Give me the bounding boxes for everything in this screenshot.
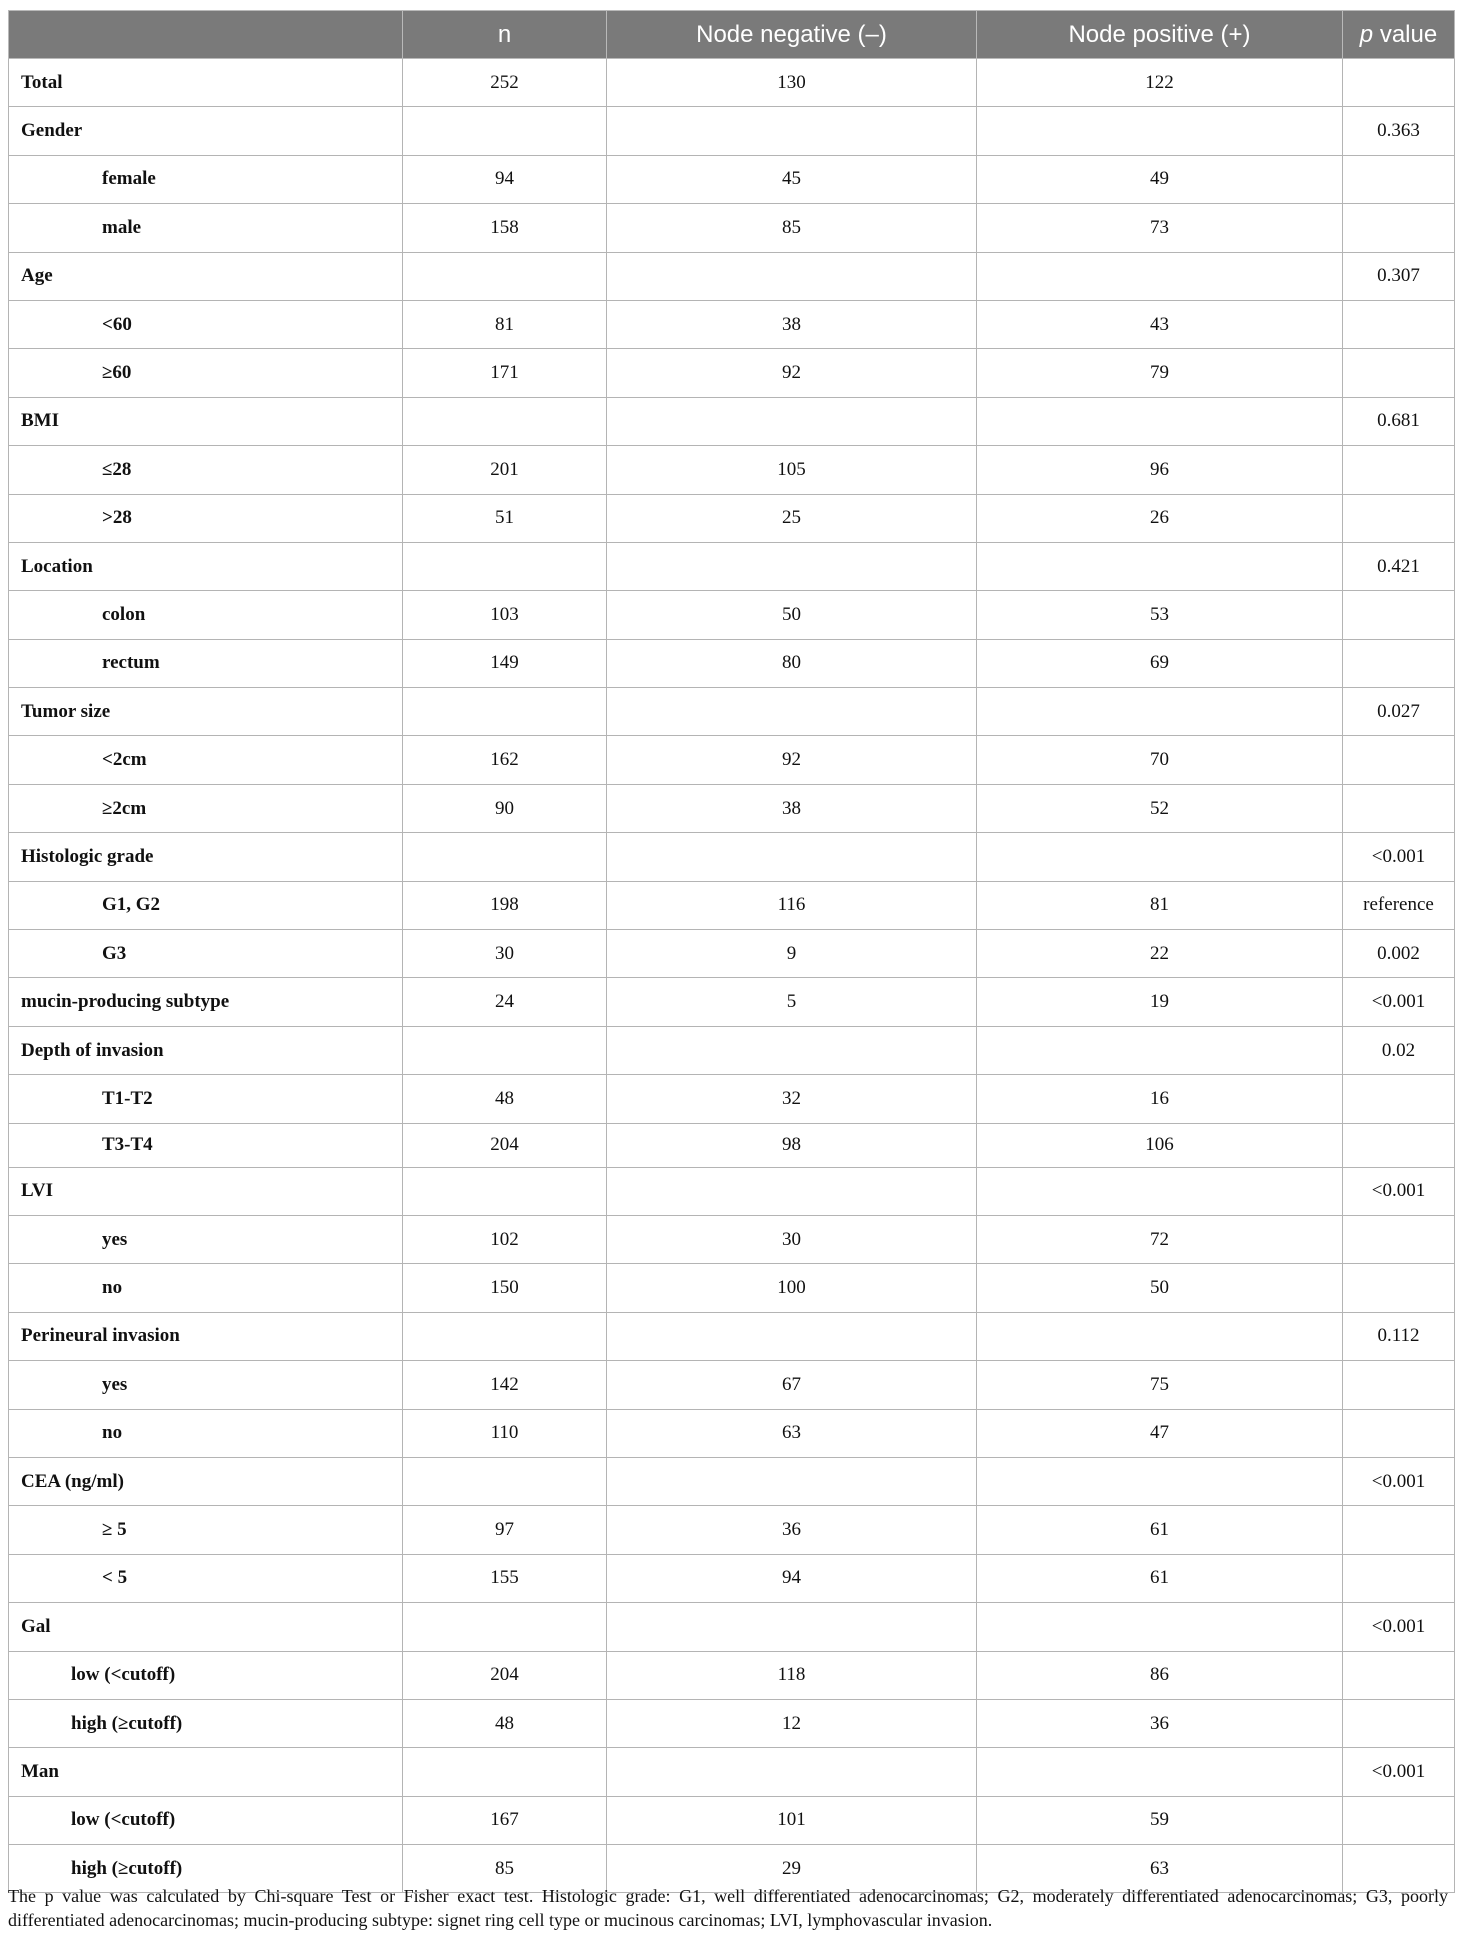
cell-node-positive: 63 — [977, 1845, 1343, 1893]
cell-p-value — [1343, 1651, 1455, 1699]
cell-label: BMI — [9, 397, 403, 445]
cell-label: <2cm — [9, 736, 403, 784]
cell-p-value: <0.001 — [1343, 1457, 1455, 1505]
cell-label: Age — [9, 252, 403, 300]
cell-node-positive: 73 — [977, 204, 1343, 252]
table-row — [9, 1026, 1455, 1074]
cell-p-value — [1343, 1409, 1455, 1457]
table-row — [9, 784, 1455, 832]
cell-node-positive — [977, 397, 1343, 445]
cell-label: high (≥cutoff) — [9, 1845, 403, 1893]
cell-p-value: <0.001 — [1343, 1748, 1455, 1796]
table-row — [9, 397, 1455, 445]
cell-p-value — [1343, 1075, 1455, 1123]
cell-node-negative: 85 — [607, 204, 977, 252]
cell-node-negative — [607, 1312, 977, 1360]
cell-node-negative — [607, 542, 977, 590]
table-row — [9, 1167, 1455, 1215]
cell-label: low (<cutoff) — [9, 1796, 403, 1844]
cell-node-negative: 80 — [607, 639, 977, 687]
cell-node-negative: 30 — [607, 1215, 977, 1263]
table-row — [9, 1312, 1455, 1360]
cell-n: 103 — [403, 591, 607, 639]
cell-n: 24 — [403, 978, 607, 1026]
table-row — [9, 107, 1455, 155]
cell-node-positive: 122 — [977, 59, 1343, 107]
cell-p-value — [1343, 349, 1455, 397]
cell-node-positive — [977, 542, 1343, 590]
table-row — [9, 1409, 1455, 1457]
cell-n: 204 — [403, 1651, 607, 1699]
cell-node-positive: 79 — [977, 349, 1343, 397]
cell-node-negative: 130 — [607, 59, 977, 107]
cell-node-positive: 50 — [977, 1264, 1343, 1312]
cell-label: rectum — [9, 639, 403, 687]
cell-label: <60 — [9, 300, 403, 348]
table-row — [9, 542, 1455, 590]
cell-node-positive: 52 — [977, 784, 1343, 832]
cell-node-positive — [977, 1748, 1343, 1796]
cell-n: 167 — [403, 1796, 607, 1844]
cell-label: LVI — [9, 1167, 403, 1215]
cell-label: T3-T4 — [9, 1123, 403, 1167]
cell-p-value: <0.001 — [1343, 1603, 1455, 1651]
cell-node-negative: 100 — [607, 1264, 977, 1312]
cell-p-value — [1343, 204, 1455, 252]
cell-node-positive — [977, 252, 1343, 300]
cell-label: Tumor size — [9, 688, 403, 736]
cell-p-value — [1343, 300, 1455, 348]
cell-label: Gal — [9, 1603, 403, 1651]
cell-n: 102 — [403, 1215, 607, 1263]
table-row — [9, 349, 1455, 397]
cell-node-negative: 92 — [607, 349, 977, 397]
cell-p-value: 0.307 — [1343, 252, 1455, 300]
cell-node-positive — [977, 1603, 1343, 1651]
table-row — [9, 1796, 1455, 1844]
cell-node-negative: 36 — [607, 1506, 977, 1554]
cell-node-negative: 45 — [607, 155, 977, 203]
data-table-container — [8, 10, 1454, 1893]
cell-label: Total — [9, 59, 403, 107]
cell-node-positive: 75 — [977, 1361, 1343, 1409]
cell-p-value — [1343, 155, 1455, 203]
table-row — [9, 1699, 1455, 1747]
cell-label: female — [9, 155, 403, 203]
table-row — [9, 252, 1455, 300]
cell-node-negative: 67 — [607, 1361, 977, 1409]
table-row — [9, 59, 1455, 107]
cell-n: 142 — [403, 1361, 607, 1409]
cell-n — [403, 542, 607, 590]
table-row — [9, 1748, 1455, 1796]
cell-p-value: 0.421 — [1343, 542, 1455, 590]
cell-node-negative: 98 — [607, 1123, 977, 1167]
table-row — [9, 736, 1455, 784]
cell-p-value — [1343, 494, 1455, 542]
cell-node-positive: 49 — [977, 155, 1343, 203]
table-row — [9, 688, 1455, 736]
cell-label: ≥2cm — [9, 784, 403, 832]
cell-p-value — [1343, 1215, 1455, 1263]
header-n: n — [403, 11, 607, 59]
cell-p-value — [1343, 591, 1455, 639]
cell-node-negative: 94 — [607, 1554, 977, 1602]
cell-label: mucin-producing subtype — [9, 978, 403, 1026]
cell-p-value — [1343, 1361, 1455, 1409]
cell-n: 90 — [403, 784, 607, 832]
table-row — [9, 639, 1455, 687]
header-node-positive: Node positive (+) — [977, 11, 1343, 59]
table-row — [9, 1506, 1455, 1554]
table-row — [9, 1264, 1455, 1312]
cell-n: 30 — [403, 930, 607, 978]
table-row — [9, 1215, 1455, 1263]
header-p-rest: value — [1379, 20, 1438, 48]
cell-label: ≥60 — [9, 349, 403, 397]
cell-node-positive: 86 — [977, 1651, 1343, 1699]
cell-label: high (≥cutoff) — [9, 1699, 403, 1747]
cell-n: 94 — [403, 155, 607, 203]
cell-node-negative: 29 — [607, 1845, 977, 1893]
cell-n — [403, 833, 607, 881]
cell-label: Histologic grade — [9, 833, 403, 881]
cell-label: < 5 — [9, 1554, 403, 1602]
cell-n: 162 — [403, 736, 607, 784]
table-row — [9, 204, 1455, 252]
cell-p-value — [1343, 1123, 1455, 1167]
cell-node-negative — [607, 1167, 977, 1215]
table-row — [9, 494, 1455, 542]
cell-n — [403, 1312, 607, 1360]
cell-p-value: 0.112 — [1343, 1312, 1455, 1360]
cell-n — [403, 397, 607, 445]
cell-node-positive — [977, 1457, 1343, 1505]
cell-n: 97 — [403, 1506, 607, 1554]
cell-p-value — [1343, 1264, 1455, 1312]
cell-node-positive: 22 — [977, 930, 1343, 978]
cell-node-positive: 70 — [977, 736, 1343, 784]
table-row — [9, 591, 1455, 639]
cell-node-positive: 43 — [977, 300, 1343, 348]
cell-p-value: 0.681 — [1343, 397, 1455, 445]
cell-n: 201 — [403, 446, 607, 494]
cell-node-positive: 47 — [977, 1409, 1343, 1457]
cell-p-value — [1343, 59, 1455, 107]
cell-n: 204 — [403, 1123, 607, 1167]
header-p-value — [1343, 11, 1455, 59]
cell-p-value: 0.027 — [1343, 688, 1455, 736]
cell-p-value: <0.001 — [1343, 833, 1455, 881]
cell-node-positive: 69 — [977, 639, 1343, 687]
cell-p-value: 0.363 — [1343, 107, 1455, 155]
cell-n: 51 — [403, 494, 607, 542]
cell-p-value — [1343, 1796, 1455, 1844]
table-row — [9, 1361, 1455, 1409]
cell-p-value: 0.02 — [1343, 1026, 1455, 1074]
cell-n: 85 — [403, 1845, 607, 1893]
cell-node-negative: 32 — [607, 1075, 977, 1123]
cell-node-positive: 19 — [977, 978, 1343, 1026]
cell-n — [403, 1026, 607, 1074]
cell-node-negative — [607, 688, 977, 736]
cell-p-value — [1343, 1554, 1455, 1602]
cell-node-negative: 118 — [607, 1651, 977, 1699]
cell-label: low (<cutoff) — [9, 1651, 403, 1699]
cell-p-value — [1343, 784, 1455, 832]
cell-node-positive — [977, 107, 1343, 155]
cell-p-value: <0.001 — [1343, 978, 1455, 1026]
cell-label: colon — [9, 591, 403, 639]
cell-label: male — [9, 204, 403, 252]
cell-n — [403, 252, 607, 300]
cell-p-value — [1343, 1699, 1455, 1747]
cell-n: 171 — [403, 349, 607, 397]
table-row — [9, 300, 1455, 348]
cell-node-negative: 105 — [607, 446, 977, 494]
cell-n: 198 — [403, 881, 607, 929]
cell-node-negative — [607, 252, 977, 300]
cell-n: 48 — [403, 1699, 607, 1747]
cell-node-negative: 38 — [607, 784, 977, 832]
cell-node-negative — [607, 1457, 977, 1505]
cell-p-value: 0.002 — [1343, 930, 1455, 978]
cell-node-positive: 59 — [977, 1796, 1343, 1844]
cell-label: ≥ 5 — [9, 1506, 403, 1554]
cell-node-negative — [607, 397, 977, 445]
cell-p-value — [1343, 1506, 1455, 1554]
cell-node-positive — [977, 1167, 1343, 1215]
table-header-row — [9, 11, 1455, 59]
cell-node-negative: 101 — [607, 1796, 977, 1844]
cell-label: Depth of invasion — [9, 1026, 403, 1074]
cell-node-positive: 26 — [977, 494, 1343, 542]
cell-node-positive: 81 — [977, 881, 1343, 929]
cell-node-positive — [977, 1026, 1343, 1074]
cell-node-negative: 12 — [607, 1699, 977, 1747]
cell-label: CEA (ng/ml) — [9, 1457, 403, 1505]
cell-n — [403, 1167, 607, 1215]
cell-label: ≤28 — [9, 446, 403, 494]
cell-n: 110 — [403, 1409, 607, 1457]
table-row — [9, 1554, 1455, 1602]
cell-n — [403, 688, 607, 736]
cell-node-negative — [607, 107, 977, 155]
cell-node-positive: 96 — [977, 446, 1343, 494]
cell-p-value — [1343, 446, 1455, 494]
cell-node-positive: 106 — [977, 1123, 1343, 1167]
cell-node-negative: 25 — [607, 494, 977, 542]
cell-n: 252 — [403, 59, 607, 107]
cell-label: Man — [9, 1748, 403, 1796]
cell-node-negative: 63 — [607, 1409, 977, 1457]
cell-label: Location — [9, 542, 403, 590]
table-row — [9, 833, 1455, 881]
cell-label: yes — [9, 1215, 403, 1263]
cell-node-negative: 5 — [607, 978, 977, 1026]
cell-node-positive: 16 — [977, 1075, 1343, 1123]
cell-node-negative: 92 — [607, 736, 977, 784]
cell-p-value: <0.001 — [1343, 1167, 1455, 1215]
table-row — [9, 1075, 1455, 1123]
cell-node-negative: 38 — [607, 300, 977, 348]
cell-n — [403, 1603, 607, 1651]
cell-label: T1-T2 — [9, 1075, 403, 1123]
cell-node-negative: 50 — [607, 591, 977, 639]
clinicopathologic-table — [8, 10, 1455, 1893]
cell-n: 81 — [403, 300, 607, 348]
cell-node-negative — [607, 1603, 977, 1651]
cell-label: G3 — [9, 930, 403, 978]
table-row — [9, 881, 1455, 929]
cell-label: yes — [9, 1361, 403, 1409]
cell-n: 48 — [403, 1075, 607, 1123]
cell-node-negative — [607, 1748, 977, 1796]
table-row — [9, 1603, 1455, 1651]
cell-n — [403, 107, 607, 155]
cell-label: Gender — [9, 107, 403, 155]
cell-node-positive: 36 — [977, 1699, 1343, 1747]
table-row — [9, 1123, 1455, 1167]
cell-p-value — [1343, 736, 1455, 784]
cell-label: G1, G2 — [9, 881, 403, 929]
cell-node-positive: 72 — [977, 1215, 1343, 1263]
table-footnote: The p value was calculated by Chi-square Test or Fisher exact test. Histologic grade: G1, well differentiated adenocarcinomas; G2, moderately differentiated adenocarcinomas; G3, poorly differentiated adenocarcinomas; mucin-producing subtype: signet ring cell type or mucinous carcinomas; LVI, lymphovascular invasion. — [8, 1886, 1448, 1930]
cell-n: 155 — [403, 1554, 607, 1602]
cell-p-value — [1343, 639, 1455, 687]
cell-node-negative: 9 — [607, 930, 977, 978]
header-variable — [9, 11, 403, 59]
cell-n — [403, 1457, 607, 1505]
cell-node-positive — [977, 1312, 1343, 1360]
cell-label: no — [9, 1264, 403, 1312]
table-row — [9, 1651, 1455, 1699]
table-row — [9, 978, 1455, 1026]
cell-node-positive: 61 — [977, 1506, 1343, 1554]
cell-label: no — [9, 1409, 403, 1457]
header-node-negative: Node negative (–) — [607, 11, 977, 59]
cell-p-value: reference — [1343, 881, 1455, 929]
table-body — [9, 59, 1455, 1893]
header-p-letter: p — [1359, 20, 1374, 48]
cell-node-negative — [607, 833, 977, 881]
table-row — [9, 930, 1455, 978]
table-row — [9, 155, 1455, 203]
table-row — [9, 446, 1455, 494]
cell-node-positive — [977, 833, 1343, 881]
cell-node-positive: 61 — [977, 1554, 1343, 1602]
cell-n: 150 — [403, 1264, 607, 1312]
cell-label: >28 — [9, 494, 403, 542]
cell-node-negative: 116 — [607, 881, 977, 929]
cell-n — [403, 1748, 607, 1796]
cell-n: 149 — [403, 639, 607, 687]
cell-node-positive: 53 — [977, 591, 1343, 639]
table-row — [9, 1457, 1455, 1505]
cell-node-negative — [607, 1026, 977, 1074]
cell-n: 158 — [403, 204, 607, 252]
cell-node-positive — [977, 688, 1343, 736]
cell-label: Perineural invasion — [9, 1312, 403, 1360]
